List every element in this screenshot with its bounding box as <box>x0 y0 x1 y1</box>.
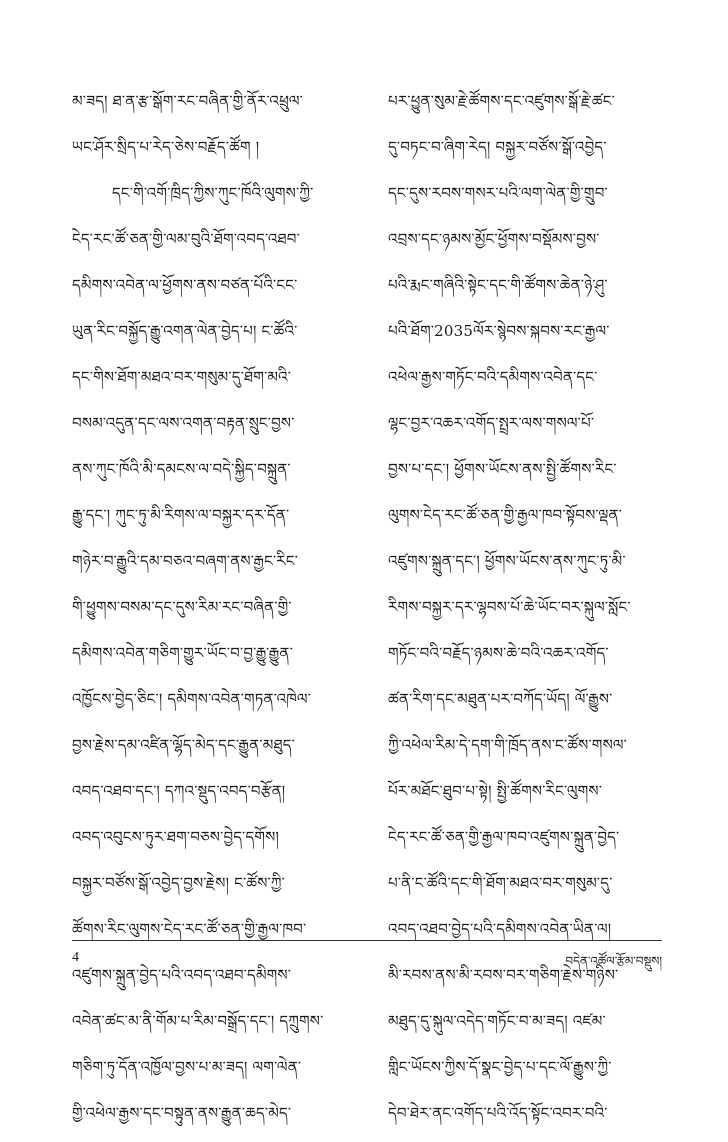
text-line: པའི་རྨང་གཞིའི་སྟེང་དང་གི་ཚོགས་ཆེན་ཉེ་ཤུ་ <box>388 276 608 294</box>
text-line: དང་དུས་རབས་གསར་པའི་ལག་ལེན་གྱི་གྲུབ་ <box>388 184 608 202</box>
text-line: འཛུགས་སྐྲུན་བྱེད་པའི་འབད་འཐབ་དམིགས་ <box>72 966 292 984</box>
text-line: པོར་མཐོང་ཐུབ་པ་སྟེ། སྤྱི་ཚོགས་རིང་ལུགས་ <box>388 782 603 800</box>
text-line: མཐུད་དུ་སྐུལ་འདེད་གཏོང་བ་མ་ཟད། འཛམ་ <box>388 1012 606 1030</box>
text-line: འབྲས་དང་ཉམས་མྱོང་ཕྱོགས་བསྡོམས་བྱས་ <box>388 230 600 248</box>
text-line: ངེད་རང་ཚོ་ཅན་གྱི་རྒྱལ་ཁབ་འཛུགས་སྐྲུན་བྱེད་ <box>388 828 620 846</box>
text-line: འབེན་ཚང་མ་ནི་གོམ་པ་རིམ་བསྒྲོད་དང་། དཀྲུགས་ <box>72 1012 324 1030</box>
text-line: ནས་ཀུང་ཁོའི་མི་དམངས་ལ་བདེ་སྐྱིད་བསྐྲུན་ <box>72 460 291 478</box>
text-line: གཅིག་ཏུ་དོན་འཁྱོལ་བྱས་པ་མ་ཟད། ལག་ལེན་ <box>72 1058 302 1076</box>
text-line: གཏོང་བའི་བརྗོད་ཉམས་ཆེ་བའི་འཆར་འགོད་ <box>388 644 609 662</box>
text-line: གི་ཕྱུགས་བསམ་དང་དུས་རིམ་རང་བཞིན་གྱི་ <box>72 598 292 616</box>
text-line: དམིགས་འབེན་གཅིག་གྱུར་ཡོང་བ་བྱ་རྒྱུ་རྒྱུན་ <box>72 644 293 662</box>
text-line: འབད་འབུངས་ཏུར་ཐག་བཅས་བྱེད་དགོས། <box>72 828 280 846</box>
text-line: བསམ་འདུན་དང་ལས་འགན་བརྟན་སྲུང་བྱས་ <box>72 414 295 432</box>
text-line: འབད་འཐབ་དང་། དཀའ་སྡུད་འབད་བརྩོན། <box>72 782 286 800</box>
text-line: ཡང་ཤོར་སྲིད་པ་རེད་ཅེས་བརྗོད་ཚོག ། <box>72 138 260 156</box>
running-title: བདེན་འཚོལ་རྩོམ་བསྡུས། <box>565 954 662 968</box>
text-line: པར་ཕྱུན་སུམ་རྗེ་ཚོགས་དང་འཛུགས་སྒོ་རྗེ་ཚང་ <box>388 92 615 110</box>
text-line: ངེད་རང་ཚོ་ཅན་གྱི་ལམ་བུའི་ཐོག་འབད་འཐབ་ <box>72 230 300 248</box>
text-line: དང་གི་འགོ་ཁྲིད་ཀྱིས་ཀུང་ཁོའི་ལུགས་ཀྱི་ <box>112 184 314 202</box>
text-line: དུ་བཏང་བ་ཞིག་རེད། བསྐྱར་བཙོས་སྒོ་འབྱེད་ <box>388 138 607 156</box>
text-line: དང་གིས་ཐོག་མཐའ་བར་གསུམ་དུ་ཐོག་མའི་ <box>72 368 292 386</box>
text-line: བྱས་པ་དང་། ཕྱོགས་ཡོངས་ནས་སྤྱི་ཚོགས་རིང་ <box>388 460 617 478</box>
text-line: ཀྱི་འཕེལ་རིམ་དེ་དག་གི་ཁྲོད་ནས་ང་ཚོས་གསལ་ <box>388 736 628 754</box>
text-line: ཚན་རིག་དང་མཐུན་པར་བཀོད་ཡོད། ལོ་རྒྱུས་ <box>388 690 613 708</box>
text-line: རྒྱུ་དང་། ཀུང་ཏུ་མི་རིགས་ལ་བསྐྱར་དར་དོན་ <box>72 506 290 524</box>
text-line: དེབ་ཐེར་ནང་འགོད་པའི་འོད་སྟོང་འབར་བའི་ <box>388 1104 608 1122</box>
text-line: བྱས་རྗེས་དམ་འཛིན་ལྷོད་མེད་དང་རྒྱུན་མཐུད་ <box>72 736 295 754</box>
footer-rule <box>72 940 662 941</box>
text-line: རིགས་བསྐྱར་དར་ལྷབས་པོ་ཆེ་ཡོང་བར་སྐུལ་སློང་ <box>388 598 631 616</box>
text-line: ལྷང་བྱར་འཆར་འགོད་སྤྲར་ལས་གསལ་པོ་ <box>388 414 595 432</box>
text-line: གཉེར་བ་རྒྱུའི་དམ་བཅའ་བཞག་ནས་རྒྱང་རིང་ <box>72 552 299 570</box>
text-line: པ་ནི་ང་ཚོའི་དང་གི་ཐོག་མཐའ་བར་གསུམ་དུ་ <box>388 874 613 892</box>
page-number: 4 <box>72 950 79 965</box>
text-line: འབད་འཐབ་བྱེད་པའི་དམིགས་འབེན་ཡིན་ལ། <box>388 920 612 938</box>
text-line: མི་རབས་ནས་མི་རབས་བར་གཅིག་རྗེས་གཉིས་ <box>388 966 619 984</box>
text-line: གླིང་ཡོངས་ཀྱིས་དོ་སྣང་བྱེད་པ་དང་ལོ་རྒྱུས་ཀྱི་ <box>388 1058 612 1076</box>
text-line: དམིགས་འབེན་ལ་ཕྱོགས་ནས་བཙན་པོའི་ངང་ <box>72 276 298 294</box>
text-line: ལུགས་ངེད་རང་ཚོ་ཅན་གྱི་རྒྱལ་ཁབ་སྟོབས་ལྡན་ <box>388 506 623 524</box>
text-line: འཕེལ་རྒྱས་གཏོང་བའི་དམིགས་འབེན་དང་ <box>388 368 598 386</box>
text-line: འཁྱོངས་བྱེད་ཅིང་། དམིགས་འབེན་གཏན་འཁེལ་ <box>72 690 312 708</box>
left-column <box>72 84 334 1142</box>
text-line: འཛུགས་སྐྲུན་དང་། ཕྱོགས་ཡོངས་ནས་ཀུང་ཏུ་མི་ <box>388 552 626 570</box>
text-line: བསྐྱར་བཙོས་སྒོ་འབྱེད་བྱས་རྗེས། ང་ཚོས་ཀྱི་ <box>72 874 285 892</box>
text-line: ཚོགས་རིང་ལུགས་ངེད་རང་ཚོ་ཅན་གྱི་རྒྱལ་ཁབ་ <box>72 920 307 938</box>
text-line: པའི་ཐོག་2035ལོར་སྙེབས་སྐབས་རང་རྒྱལ་ <box>388 322 610 340</box>
text-line: གྱི་འཕེལ་རྒྱས་དང་བསྟུན་ནས་རྒྱུན་ཆད་མེད་ <box>72 1104 292 1122</box>
text-line: ཡུན་རིང་བསྐྱོད་རྒྱུ་འགན་ལེན་བྱེད་པ། ང་ཚོའི་ <box>72 322 298 340</box>
right-column <box>388 84 662 1142</box>
text-line: མ་ཟད། ཐ་ན་རྩ་སྒོག་རང་བཞིན་གྱི་ནོར་འཕྲུལ་ <box>72 92 304 110</box>
